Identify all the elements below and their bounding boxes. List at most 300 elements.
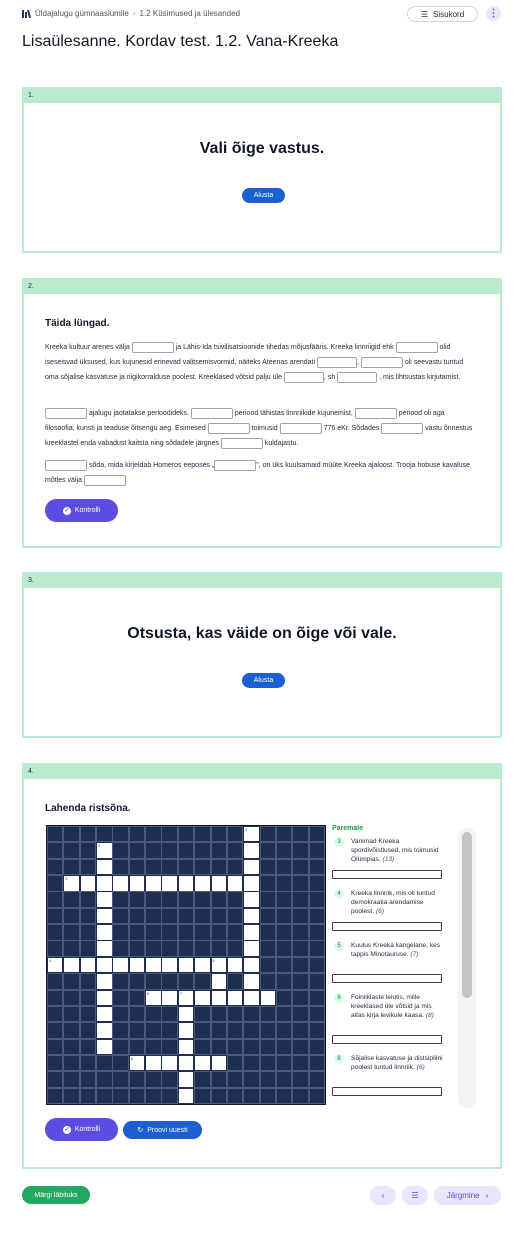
crossword-cell[interactable]	[112, 957, 128, 973]
crossword-block	[47, 1022, 63, 1038]
crossword-block	[309, 1055, 325, 1071]
crossword-cell[interactable]	[96, 908, 112, 924]
crossword-block	[47, 940, 63, 956]
crossword-block	[243, 1006, 259, 1022]
crossword-block	[260, 924, 276, 940]
mark-done-button[interactable]: Märgi läbituks	[22, 1186, 90, 1204]
gap-input[interactable]	[191, 408, 233, 419]
crossword-block	[194, 908, 210, 924]
crossword-cell[interactable]	[178, 1088, 194, 1104]
crossword-block	[309, 859, 325, 875]
crossword-block	[63, 1088, 79, 1104]
crossword-block	[161, 1006, 177, 1022]
crossword-block	[194, 859, 210, 875]
clue-answer-input[interactable]	[332, 1035, 442, 1044]
clue-number: 8	[334, 1054, 344, 1064]
crossword-block	[227, 1006, 243, 1022]
cell-number: 7	[179, 990, 183, 996]
crossword-cell[interactable]	[243, 973, 259, 989]
crossword-cell[interactable]	[161, 1055, 177, 1071]
cell-number: 3	[65, 876, 68, 882]
crossword-block	[276, 990, 292, 1006]
crossword-cell[interactable]	[243, 875, 259, 891]
crossword-block	[227, 842, 243, 858]
para-text: oli seevastu tuntud oma sõjalise kasvatuse ja riigikorralduse poolest. Kreeklased võtsid palju üle	[45, 359, 464, 381]
check-label: Kontrolli	[74, 1126, 101, 1133]
crossword-block	[227, 826, 243, 842]
task-card-2	[22, 278, 502, 548]
crossword-block	[80, 859, 96, 875]
crossword-cell[interactable]	[178, 875, 194, 891]
crossword-block	[129, 924, 145, 940]
crossword-cell[interactable]	[243, 891, 259, 907]
gap-input[interactable]	[317, 357, 357, 368]
crossword-cell[interactable]	[145, 875, 161, 891]
crossword-cell[interactable]	[178, 957, 194, 973]
crossword-block	[227, 908, 243, 924]
crossword-block	[80, 973, 96, 989]
crossword-block	[292, 1071, 308, 1087]
next-button[interactable]	[434, 1186, 501, 1205]
para-text: vastu õnnestus kreeklastel enda vabadust kaitsta ning sõdadele järgnes	[45, 425, 473, 447]
crossword-block	[227, 1055, 243, 1071]
crossword-block	[211, 859, 227, 875]
crossword-block	[145, 891, 161, 907]
gap-input[interactable]	[84, 475, 126, 486]
crossword-block	[227, 891, 243, 907]
crossword-cell[interactable]	[194, 1055, 210, 1071]
toc-label: Sisukord	[433, 9, 465, 19]
task-card-1	[22, 87, 502, 253]
crossword-block	[276, 1039, 292, 1055]
crossword-cell[interactable]	[243, 826, 259, 842]
gap-input[interactable]	[45, 460, 87, 471]
crossword-block	[178, 826, 194, 842]
crossword-block	[260, 957, 276, 973]
crossword-block	[63, 1071, 79, 1087]
check-circle-icon: ✓	[64, 1127, 70, 1133]
crossword-block	[260, 826, 276, 842]
crossword-cell[interactable]	[243, 842, 259, 858]
crossword-block	[227, 1088, 243, 1104]
crossword-block	[211, 924, 227, 940]
crossword-block	[63, 1055, 79, 1071]
crossword-block	[47, 842, 63, 858]
clue-answer-input[interactable]	[332, 1087, 442, 1096]
crossword-block	[80, 826, 96, 842]
crossword-block	[178, 973, 194, 989]
crossword-cell[interactable]	[227, 875, 243, 891]
crossword-block	[63, 924, 79, 940]
crossword-block	[129, 990, 145, 1006]
refresh-icon: ↻	[137, 1127, 144, 1134]
crossword-block	[211, 826, 227, 842]
crossword-block	[227, 859, 243, 875]
crossword-block	[47, 973, 63, 989]
chevron-right-icon: ›	[485, 1191, 489, 1200]
list-icon: ☰	[420, 9, 429, 19]
crossword-block	[194, 973, 210, 989]
task-number: 2.	[24, 280, 500, 294]
chevron-left-icon: ‹	[381, 1191, 385, 1200]
crossword-block	[178, 859, 194, 875]
crossword-cell[interactable]	[63, 957, 79, 973]
crossword-block	[211, 891, 227, 907]
task-prompt: Otsusta, kas väide on õige või vale.	[127, 625, 397, 642]
clue-scrollbar[interactable]	[458, 828, 476, 1108]
crossword-block	[112, 1055, 128, 1071]
crossword-block	[129, 1088, 145, 1104]
crossword-block	[129, 859, 145, 875]
cell-number: 6	[147, 990, 150, 996]
crossword-block	[227, 973, 243, 989]
cell-number: 2	[98, 843, 101, 849]
crossword-block	[129, 891, 145, 907]
crossword-cell[interactable]	[194, 875, 210, 891]
gap-input[interactable]	[284, 372, 324, 383]
crossword-block	[129, 1071, 145, 1087]
crossword-block	[112, 891, 128, 907]
crossword-block	[194, 891, 210, 907]
crossword-block	[47, 1055, 63, 1071]
crossword-cell[interactable]	[161, 957, 177, 973]
clue-number: 5	[334, 941, 344, 951]
crossword-block	[145, 859, 161, 875]
crossword-cell[interactable]	[161, 875, 177, 891]
clue-count: (8)	[425, 1012, 434, 1019]
crossword-block	[243, 1039, 259, 1055]
crossword-block	[309, 842, 325, 858]
crossword-block	[309, 1088, 325, 1104]
crossword-cell[interactable]	[96, 875, 112, 891]
crossword-cell[interactable]	[161, 990, 177, 1006]
crossword-cell[interactable]	[96, 891, 112, 907]
crossword-cell[interactable]	[178, 1006, 194, 1022]
crossword-cell[interactable]	[243, 924, 259, 940]
check-circle-icon: ✓	[64, 508, 70, 514]
crossword-block	[309, 826, 325, 842]
crossword-block	[194, 1071, 210, 1087]
gap-input[interactable]	[280, 423, 322, 434]
crossword-block	[178, 940, 194, 956]
crossword-cell[interactable]	[243, 908, 259, 924]
crossword-block	[194, 1022, 210, 1038]
crossword-cell[interactable]	[96, 957, 112, 973]
crossword-block	[211, 842, 227, 858]
crossword-cell[interactable]	[96, 1022, 112, 1038]
crossword-block	[309, 957, 325, 973]
crossword-block	[63, 1022, 79, 1038]
crossword-block	[112, 973, 128, 989]
crossword-block	[161, 1088, 177, 1104]
crossword-cell[interactable]	[96, 924, 112, 940]
crossword-cell[interactable]	[178, 990, 194, 1006]
clues-heading: Paremale	[332, 825, 364, 832]
crossword-block	[63, 842, 79, 858]
task-number: 4.	[24, 765, 500, 779]
task-number: 1.	[24, 89, 500, 103]
para-text: .	[125, 477, 128, 484]
clue-answer-input[interactable]	[332, 974, 442, 983]
crossword-cell[interactable]	[211, 990, 227, 1006]
crossword-block	[276, 859, 292, 875]
check-label: Kontrolli	[74, 507, 101, 514]
scrollbar-thumb[interactable]	[462, 832, 472, 998]
crossword-cell[interactable]	[129, 957, 145, 973]
crossword-block	[309, 940, 325, 956]
crossword-block	[276, 1022, 292, 1038]
crossword-cell[interactable]	[145, 957, 161, 973]
crossword-cell[interactable]	[80, 957, 96, 973]
crossword-cell[interactable]	[178, 1071, 194, 1087]
clue-text: Sõjalise kasvatuse ja distsipliini poolest tuntud linnriik.	[351, 1055, 443, 1071]
gap-input[interactable]	[337, 372, 377, 383]
crossword-block	[194, 940, 210, 956]
clue-answer-input[interactable]	[332, 922, 442, 931]
crossword-block	[112, 1022, 128, 1038]
para-text: ,	[323, 374, 326, 381]
start-button[interactable]: Alusta	[242, 188, 285, 203]
crossword-cell[interactable]	[211, 1055, 227, 1071]
fill-paragraph-2	[45, 406, 475, 451]
gap-input[interactable]	[396, 342, 438, 353]
task-prompt: Vali õige vastus.	[199, 140, 325, 157]
crossword-cell[interactable]	[96, 973, 112, 989]
para-text: Kreeka kultuur arenes välja	[45, 344, 130, 351]
crossword-block	[276, 1006, 292, 1022]
crossword-block	[47, 1088, 63, 1104]
crossword-block	[80, 940, 96, 956]
crossword-block	[276, 1055, 292, 1071]
crossword-block	[309, 875, 325, 891]
crossword-block	[145, 1071, 161, 1087]
crossword-cell[interactable]	[145, 990, 161, 1006]
crossword-block	[309, 908, 325, 924]
crossword-block	[260, 1022, 276, 1038]
crossword-block	[194, 1088, 210, 1104]
gap-input[interactable]	[208, 423, 250, 434]
crossword-block	[292, 908, 308, 924]
crossword-block	[112, 924, 128, 940]
crossword-block	[161, 842, 177, 858]
crossword-block	[211, 940, 227, 956]
crossword-block	[63, 826, 79, 842]
task-number: 3.	[24, 574, 500, 588]
crossword-block	[260, 842, 276, 858]
crossword-block	[63, 859, 79, 875]
crossword-block	[309, 990, 325, 1006]
crossword-block	[112, 990, 128, 1006]
crossword-cell[interactable]	[194, 957, 210, 973]
crossword-cell[interactable]	[260, 990, 276, 1006]
crossword-cell[interactable]	[178, 1022, 194, 1038]
clue-count: (6)	[375, 908, 385, 915]
crossword-cell[interactable]	[112, 875, 128, 891]
crossword-grid[interactable]	[46, 825, 326, 1105]
crossword-cell[interactable]	[96, 940, 112, 956]
crossword-block	[178, 842, 194, 858]
task-card-3	[22, 572, 502, 738]
crossword-block	[80, 1088, 96, 1104]
crossword-block	[178, 924, 194, 940]
crossword-block	[96, 826, 112, 842]
crossword-cell[interactable]	[96, 859, 112, 875]
crossword-block	[211, 1071, 227, 1087]
crossword-block	[161, 891, 177, 907]
crossword-block	[96, 1071, 112, 1087]
crossword-cell[interactable]	[243, 957, 259, 973]
crossword-block	[145, 1039, 161, 1055]
crossword-cell[interactable]	[211, 957, 227, 973]
crossword-block	[145, 842, 161, 858]
toc-button[interactable]	[407, 6, 478, 22]
task-title: Lahenda ristsõna.	[45, 803, 131, 814]
crossword-cell[interactable]	[96, 1006, 112, 1022]
crossword-block	[276, 1071, 292, 1087]
crossword-cell[interactable]	[211, 973, 227, 989]
crossword-block	[145, 1022, 161, 1038]
gap-input[interactable]	[214, 460, 256, 471]
breadcrumb	[22, 9, 240, 18]
para-text: sõda, mida kirjeldab Homeros eeposes „	[88, 462, 215, 469]
gap-input[interactable]	[361, 357, 403, 368]
crossword-block	[161, 1039, 177, 1055]
crossword-block	[211, 1006, 227, 1022]
para-text: , mis lihtsustas kirjutamist.	[379, 374, 461, 381]
clue-number: 6	[334, 993, 344, 1003]
crossword-cell[interactable]	[96, 1039, 112, 1055]
crossword-cell[interactable]	[129, 875, 145, 891]
crossword-block	[292, 940, 308, 956]
crossword-block	[276, 826, 292, 842]
crossword-block	[161, 924, 177, 940]
crossword-block	[145, 1006, 161, 1022]
para-text: ja Lähis-Ida tsivilisatsioonide tihedas mõjusfääris. Kreeka linnriigid ehk	[175, 344, 394, 351]
crossword-block	[276, 1088, 292, 1104]
crossword-block	[145, 1088, 161, 1104]
crossword-block	[227, 940, 243, 956]
crossword-block	[112, 826, 128, 842]
crossword-block	[161, 859, 177, 875]
crossword-block	[47, 1039, 63, 1055]
gap-input[interactable]	[381, 423, 423, 434]
crossword-block	[112, 1088, 128, 1104]
books-logo-icon	[22, 10, 31, 18]
toc-nav-button[interactable]	[402, 1186, 428, 1205]
gap-input[interactable]	[221, 438, 263, 449]
crossword-block	[161, 973, 177, 989]
crossword-block	[47, 891, 63, 907]
clue-number: 3	[334, 837, 344, 847]
crossword-cell[interactable]	[96, 990, 112, 1006]
crossword-cell[interactable]	[211, 875, 227, 891]
gap-input[interactable]	[132, 342, 174, 353]
crossword-block	[145, 908, 161, 924]
kebab-icon[interactable]: ⋮	[486, 6, 501, 21]
crossword-cell[interactable]	[194, 990, 210, 1006]
crossword-block	[194, 842, 210, 858]
para-text: 776 eKr. Sõdades	[323, 425, 380, 432]
crossword-block	[276, 875, 292, 891]
check-button[interactable]	[45, 1118, 118, 1141]
crossword-block	[129, 908, 145, 924]
crossword-cell[interactable]	[178, 1039, 194, 1055]
crossword-cell[interactable]	[96, 842, 112, 858]
crossword-block	[129, 1006, 145, 1022]
crossword-block	[80, 842, 96, 858]
crossword-cell[interactable]	[47, 957, 63, 973]
crossword-block	[276, 940, 292, 956]
crossword-block	[63, 1039, 79, 1055]
para-text: ajalugu jaotatakse perioodideks.	[88, 410, 189, 417]
crossword-cell[interactable]	[63, 875, 79, 891]
crossword-cell[interactable]	[243, 990, 259, 1006]
retry-button[interactable]	[123, 1121, 202, 1139]
crossword-block	[309, 1006, 325, 1022]
crossword-cell[interactable]	[129, 1055, 145, 1071]
crossword-block	[194, 924, 210, 940]
crossword-cell[interactable]	[80, 875, 96, 891]
crossword-block	[292, 875, 308, 891]
crossword-block	[260, 1006, 276, 1022]
breadcrumb-section[interactable]: 1.2 Küsimused ja ülesanded	[139, 9, 241, 18]
crossword-cell[interactable]	[243, 940, 259, 956]
gap-input[interactable]	[355, 408, 397, 419]
crossword-block	[227, 924, 243, 940]
crossword-block	[145, 973, 161, 989]
crossword-block	[112, 908, 128, 924]
retry-label: Proovi uuesti	[147, 1126, 188, 1134]
next-label: Järgmine	[446, 1191, 480, 1200]
crossword-block	[227, 1022, 243, 1038]
crossword-block	[47, 826, 63, 842]
crossword-block	[194, 1006, 210, 1022]
crossword-block	[96, 1055, 112, 1071]
clue-count: (13)	[382, 856, 395, 863]
list-icon: ☰	[411, 1191, 419, 1200]
crossword-block	[129, 826, 145, 842]
crossword-block	[309, 891, 325, 907]
crossword-block	[112, 1071, 128, 1087]
start-button[interactable]: Alusta	[242, 673, 285, 688]
prev-button[interactable]	[370, 1186, 396, 1205]
crossword-block	[292, 924, 308, 940]
clue-count: (6)	[416, 1064, 425, 1071]
crossword-block	[194, 1039, 210, 1055]
gap-input[interactable]	[45, 408, 87, 419]
crossword-block	[260, 908, 276, 924]
crossword-cell[interactable]	[243, 859, 259, 875]
breadcrumb-school[interactable]: Üldajalugu gümnaasiumile	[35, 9, 129, 18]
clue-answer-input[interactable]	[332, 870, 442, 879]
check-button[interactable]	[45, 499, 118, 522]
crossword-block	[211, 1088, 227, 1104]
crossword-block	[309, 1071, 325, 1087]
crossword-block	[80, 1022, 96, 1038]
crossword-block	[260, 973, 276, 989]
crossword-cell[interactable]	[145, 1055, 161, 1071]
crossword-block	[292, 826, 308, 842]
crossword-cell[interactable]	[227, 990, 243, 1006]
crossword-cell[interactable]	[227, 957, 243, 973]
clue-count: (7)	[410, 951, 419, 958]
crossword-block	[161, 1071, 177, 1087]
crossword-block	[129, 1039, 145, 1055]
crossword-cell[interactable]	[178, 1055, 194, 1071]
crossword-block	[63, 990, 79, 1006]
crossword-block	[211, 1022, 227, 1038]
crossword-block	[129, 973, 145, 989]
